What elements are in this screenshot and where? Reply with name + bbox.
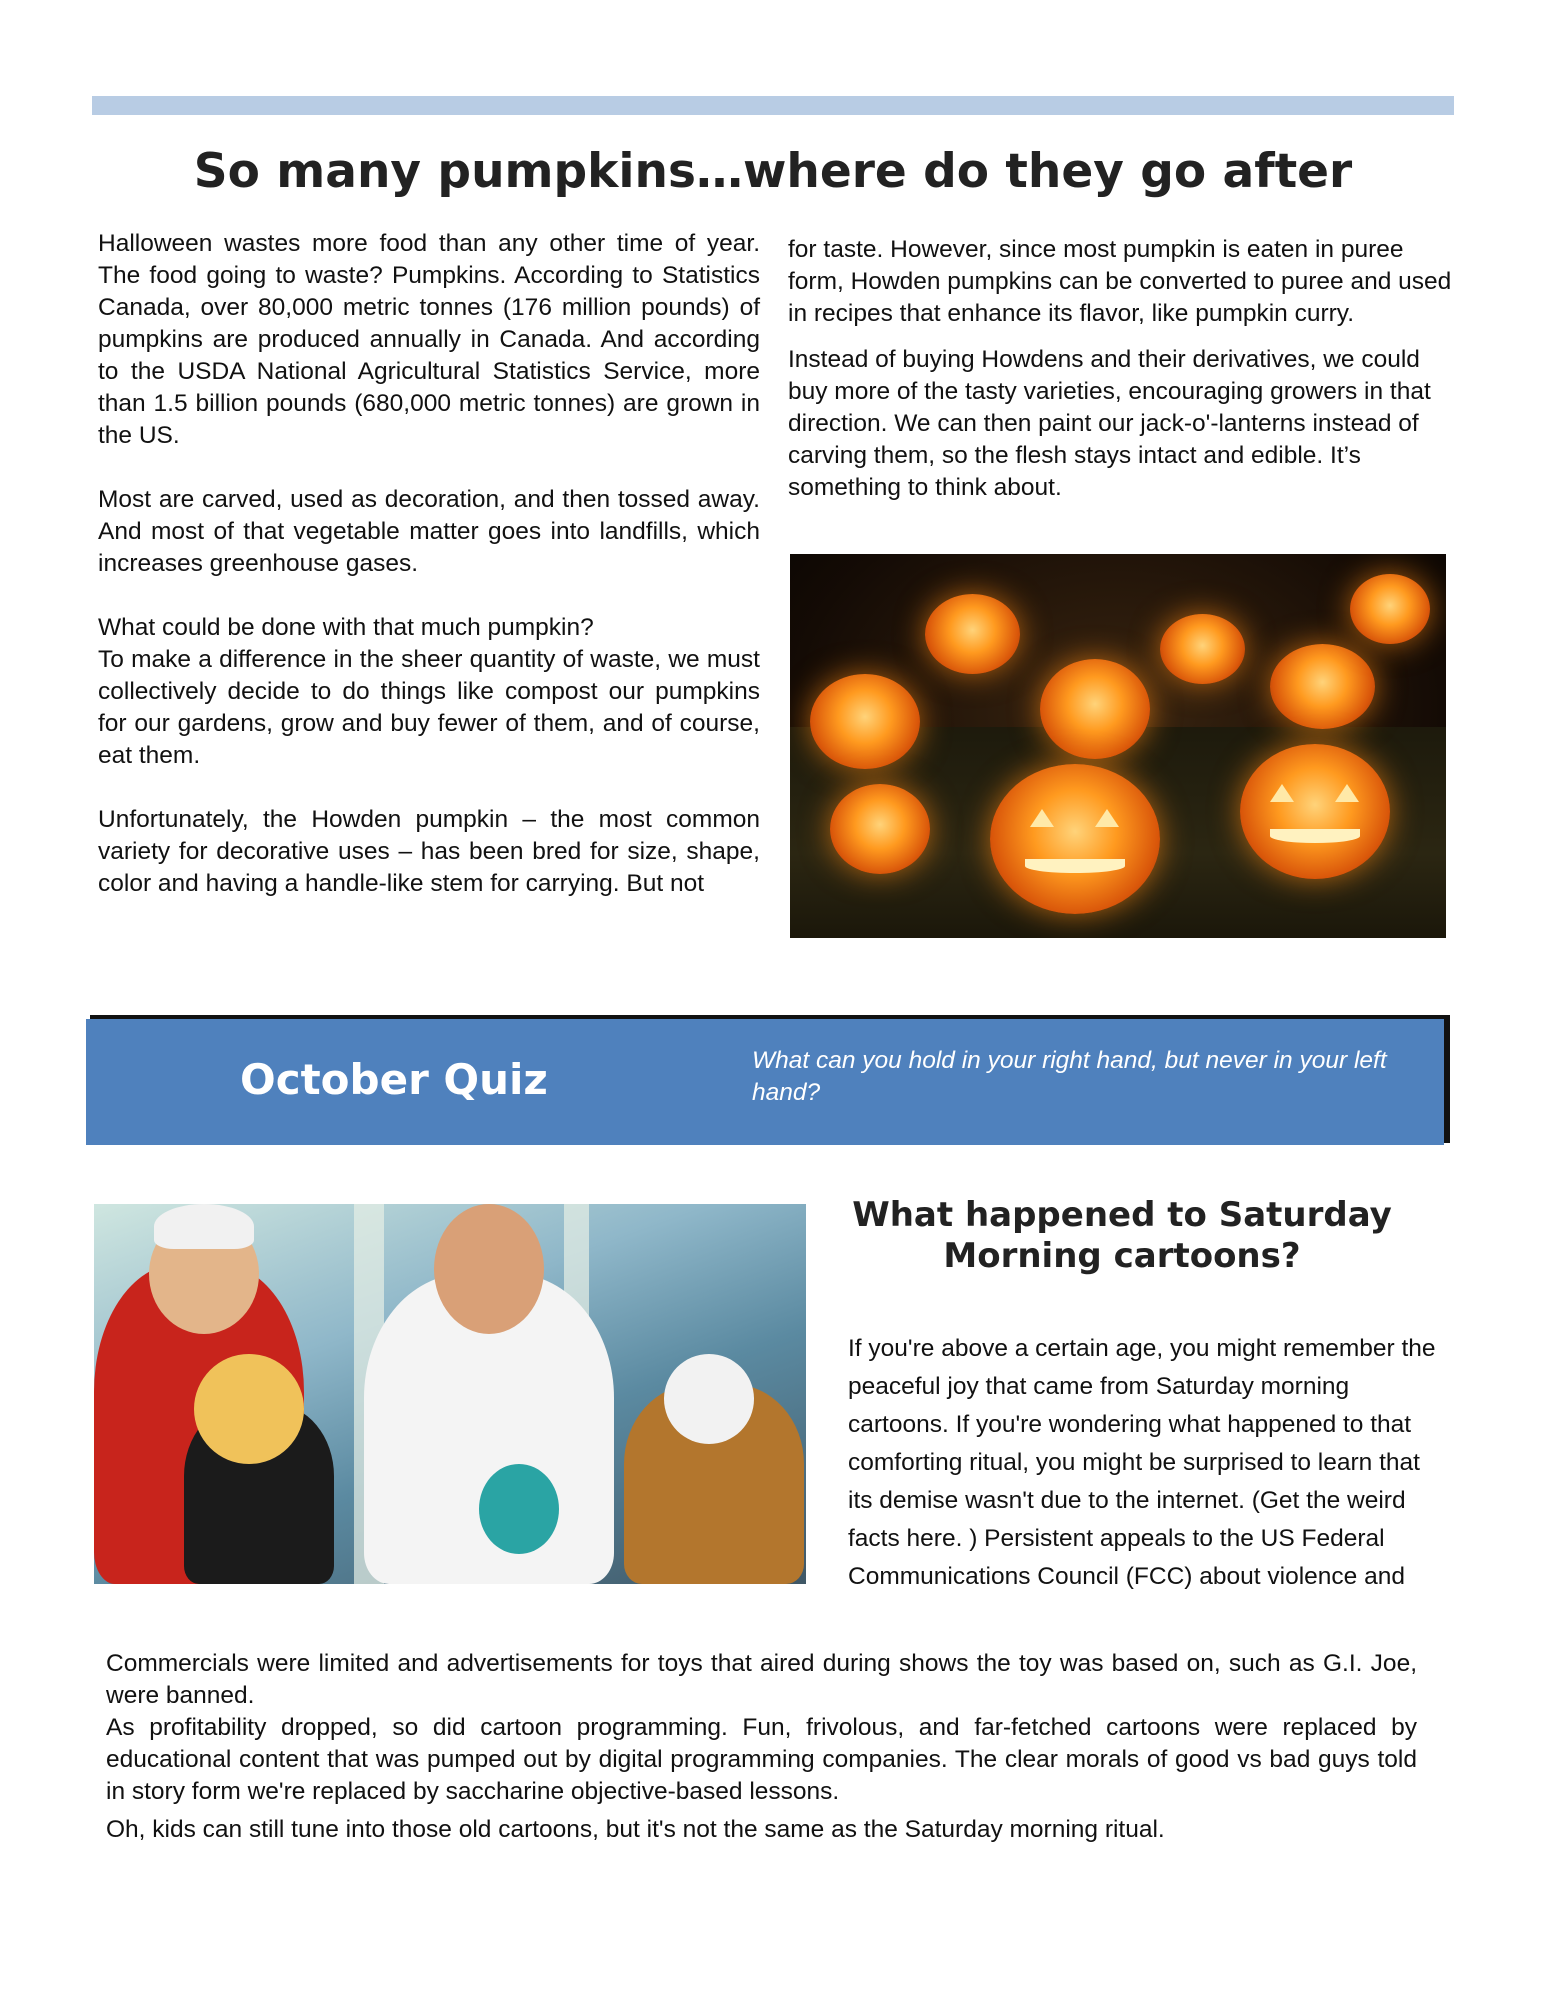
quiz-title: October Quiz: [240, 1055, 548, 1104]
quiz-question: What can you hold in your right hand, but never in your left hand?: [752, 1047, 1387, 1106]
cartoons-heading: What happened to Saturday Morning cartoons?: [852, 1195, 1392, 1276]
jack-o-lanterns-photo: [790, 554, 1446, 938]
article-paragraph: Halloween wastes more food than any other time of year. The food going to waste? Pumpkins. According to Statistics Canada, over 80,000 metric tonnes (176 million pounds) of pumpkins are produced annually in Canada. And according to the USDA National Agricultural Statistics Service, more than 1.5 billion pounds (680,000 metric tonnes) are grown in the US.: [98, 230, 760, 449]
article-paragraph: for taste. However, since most pumpkin is eaten in puree form, Howden pumpkins can be converted to puree and used in recipes that enhance its flavor, like pumpkin curry.: [788, 236, 1452, 327]
article-right-column: [788, 234, 1453, 518]
cartoons-continued-text: [106, 1648, 1417, 1852]
article-paragraph: Commercials were limited and advertisements for toys that aired during shows the toy was based on, such as G.I. Joe, were banned.: [106, 1650, 1417, 1709]
cartoon-characters-image: [94, 1204, 806, 1584]
article-paragraph: To make a difference in the sheer quantity of waste, we must collectively decide to do things like compost our pumpkins for our gardens, grow and buy fewer of them, and of course, eat them.: [98, 646, 760, 769]
article-paragraph: Instead of buying Howdens and their derivatives, we could buy more of the tasty varieties, encouraging growers in that direction. We can then paint our jack-o'-lanterns instead of carving them, so the flesh stays intact and edible. It’s something to think about.: [788, 346, 1431, 501]
cartoons-side-text: If you're above a certain age, you might remember the peaceful joy that came from Saturday morning cartoons. If you're wondering what happened to that comforting ritual, you might be surprised to learn that its demise wasn't due to the internet. (Get the weird facts here. ) Persistent appeals to the US Federal Communications Council (FCC) about violence and: [848, 1335, 1436, 1590]
article-paragraph: As profitability dropped, so did cartoon programming. Fun, frivolous, and far-fetched cartoons were replaced by educational content that was pumped out by digital programming companies. The clear morals of good vs bad guys told in story form we're replaced by saccharine objective-based lessons.: [106, 1714, 1417, 1805]
article-paragraph: What could be done with that much pumpkin?: [98, 614, 594, 641]
article-paragraph: Oh, kids can still tune into those old cartoons, but it's not the same as the Saturday morning ritual.: [106, 1816, 1165, 1843]
article-paragraph: Most are carved, used as decoration, and then tossed away. And most of that vegetable matter goes into landfills, which increases greenhouse gases.: [98, 486, 760, 577]
article-title: So many pumpkins…where do they go after: [193, 144, 1353, 199]
article-paragraph: Unfortunately, the Howden pumpkin – the most common variety for decorative uses – has been bred for size, shape, color and having a handle-like stem for carrying. But not: [98, 806, 760, 897]
article-left-column: [98, 228, 760, 932]
header-rule: [92, 96, 1454, 115]
